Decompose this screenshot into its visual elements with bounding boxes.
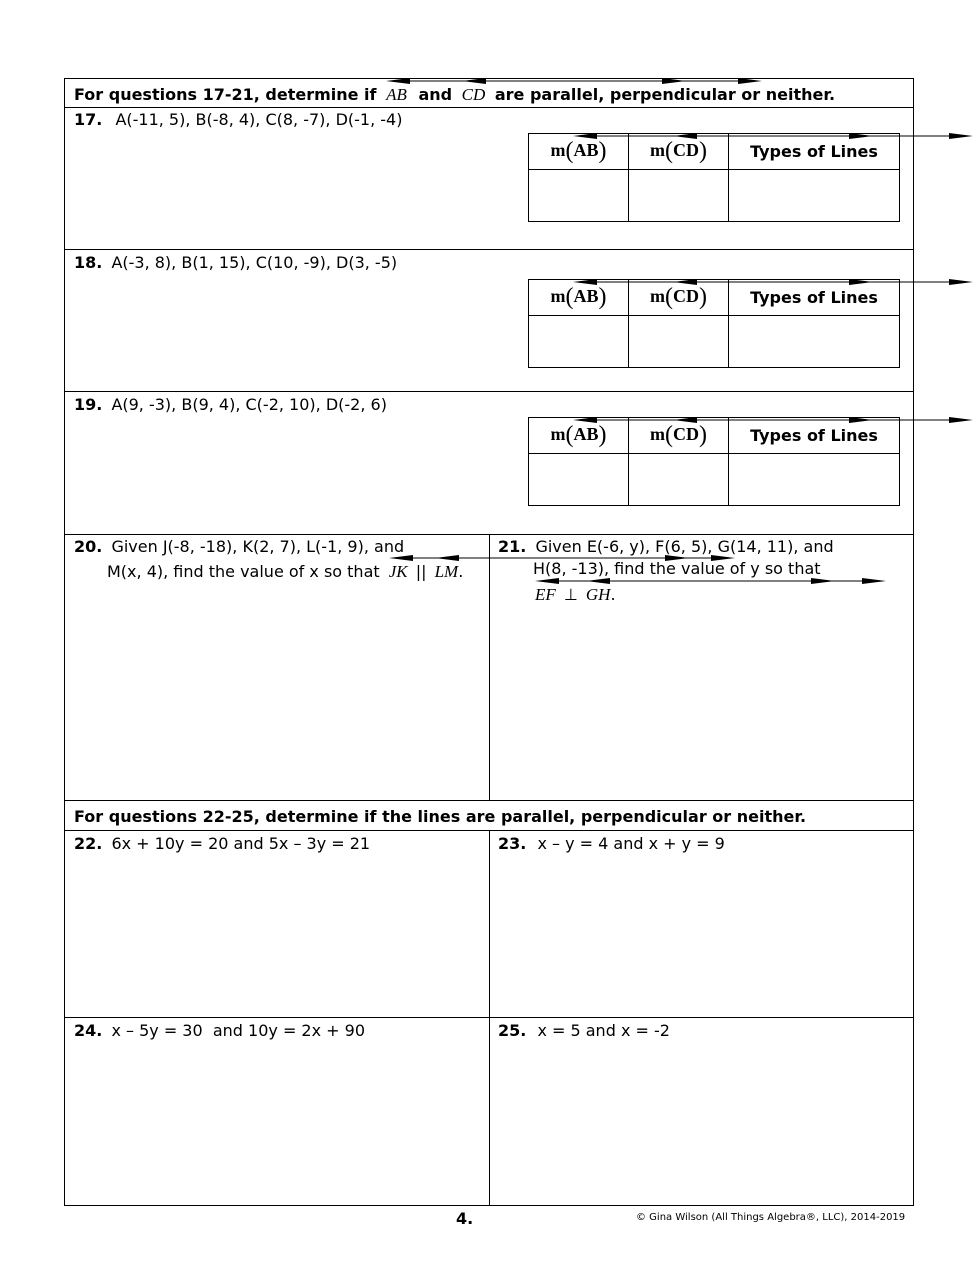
double-arrow-icon [673,133,973,139]
problem-23-equations: x – y = 4 and x + y = 9 [537,834,725,853]
problem-17: 17. A(-11, 5), B(-8, 4), C(8, -7), D(-1, -4) [74,110,403,129]
problem-25-equations: x = 5 and x = -2 [537,1021,670,1040]
slope-ab-header: m( AB) [529,280,629,316]
slope-cd-header: m( CD) [629,418,729,454]
types-answer-cell[interactable] [729,170,900,222]
slope-table-18 [528,279,900,368]
divider [64,391,914,392]
problem-21: 21. Given E(-6, y), F(6, 5), G(14, 11), and [498,537,834,556]
line-ab-notation: AB [386,85,407,105]
problem-23: 23. x – y = 4 and x + y = 9 [498,834,725,853]
problem-22: 22. 6x + 10y = 20 and 5x – 3y = 21 [74,834,371,853]
types-answer-cell[interactable] [729,454,900,506]
problem-20: 20. Given J(-8, -18), K(2, 7), L(-1, 9), and [74,537,405,556]
double-arrow-icon [462,78,762,84]
segment-lm-notation: LM [435,562,459,582]
problem-24-equations: x – 5y = 30 and 10y = 2x + 90 [111,1021,366,1040]
problem-18-points: A(-3, 8), B(1, 15), C(10, -9), D(3, -5) [111,253,398,272]
problem-20-line2: M(x, 4), find the value of x so that [107,562,380,581]
slope-cd-answer-cell[interactable] [629,170,729,222]
column-divider [489,534,490,800]
slope-ab-answer-cell[interactable] [529,454,629,506]
slope-table-17 [528,133,900,222]
copyright: © Gina Wilson (All Things Algebra®, LLC), 2014-2019 [636,1212,906,1223]
types-answer-cell[interactable] [729,316,900,368]
types-of-lines-header: Types of Lines [729,418,900,454]
problem-21-line1: Given E(-6, y), F(6, 5), G(14, 11), and [535,537,834,556]
problem-19-points: A(9, -3), B(9, 4), C(-2, 10), D(-2, 6) [111,395,387,414]
divider [64,107,914,108]
slope-ab-header: m( AB) [529,134,629,170]
problem-21-line2-row [533,559,821,579]
divider [64,800,914,801]
slope-cd-answer-cell[interactable] [629,454,729,506]
slope-cd-answer-cell[interactable] [629,316,729,368]
slope-cd-header: m( CD) [629,134,729,170]
slope-cd-header: m( CD) [629,280,729,316]
section-header-22-25: For questions 22-25, determine if the lines are parallel, perpendicular or neither. [74,807,807,826]
problem-19: 19. A(9, -3), B(9, 4), C(-2, 10), D(-2, 6) [74,395,387,414]
problem-21-line2: H(8, -13), find the value of y so that [533,559,821,578]
problem-20-line2-row: M(x, 4), find the value of x so that JK || LM. [107,562,463,582]
double-arrow-icon [673,279,973,285]
slope-ab-answer-cell[interactable] [529,316,629,368]
problem-22-equations: 6x + 10y = 20 and 5x – 3y = 21 [111,834,371,853]
types-of-lines-header: Types of Lines [729,280,900,316]
double-arrow-icon [673,417,973,423]
line-cd-notation: CD [462,85,486,105]
slope-ab-header: m( AB) [529,418,629,454]
slope-table-19 [528,417,900,506]
column-divider [489,830,490,1206]
slope-ab-answer-cell[interactable] [529,170,629,222]
problem-17-points: A(-11, 5), B(-8, 4), C(8, -7), D(-1, -4) [115,110,403,129]
problem-18: 18. A(-3, 8), B(1, 15), C(10, -9), D(3, -5) [74,253,398,272]
page-number: 4. [456,1209,474,1228]
double-arrow-icon [586,578,886,584]
segment-gh-notation: GH [586,585,611,605]
problem-24: 24. x – 5y = 30 and 10y = 2x + 90 [74,1021,366,1040]
divider [64,249,914,250]
problem-20-line1: Given J(-8, -18), K(2, 7), L(-1, 9), and [111,537,405,556]
problem-25: 25. x = 5 and x = -2 [498,1021,670,1040]
types-of-lines-header: Types of Lines [729,134,900,170]
segment-jk-notation: JK [389,562,408,582]
section-header-17-21: For questions 17-21, determine if AB and CD are parallel, perpendicular or neither. [74,85,835,105]
segment-ef-notation: EF [535,585,556,605]
problem-21-line3-row: EF ⊥ GH. [535,585,616,605]
